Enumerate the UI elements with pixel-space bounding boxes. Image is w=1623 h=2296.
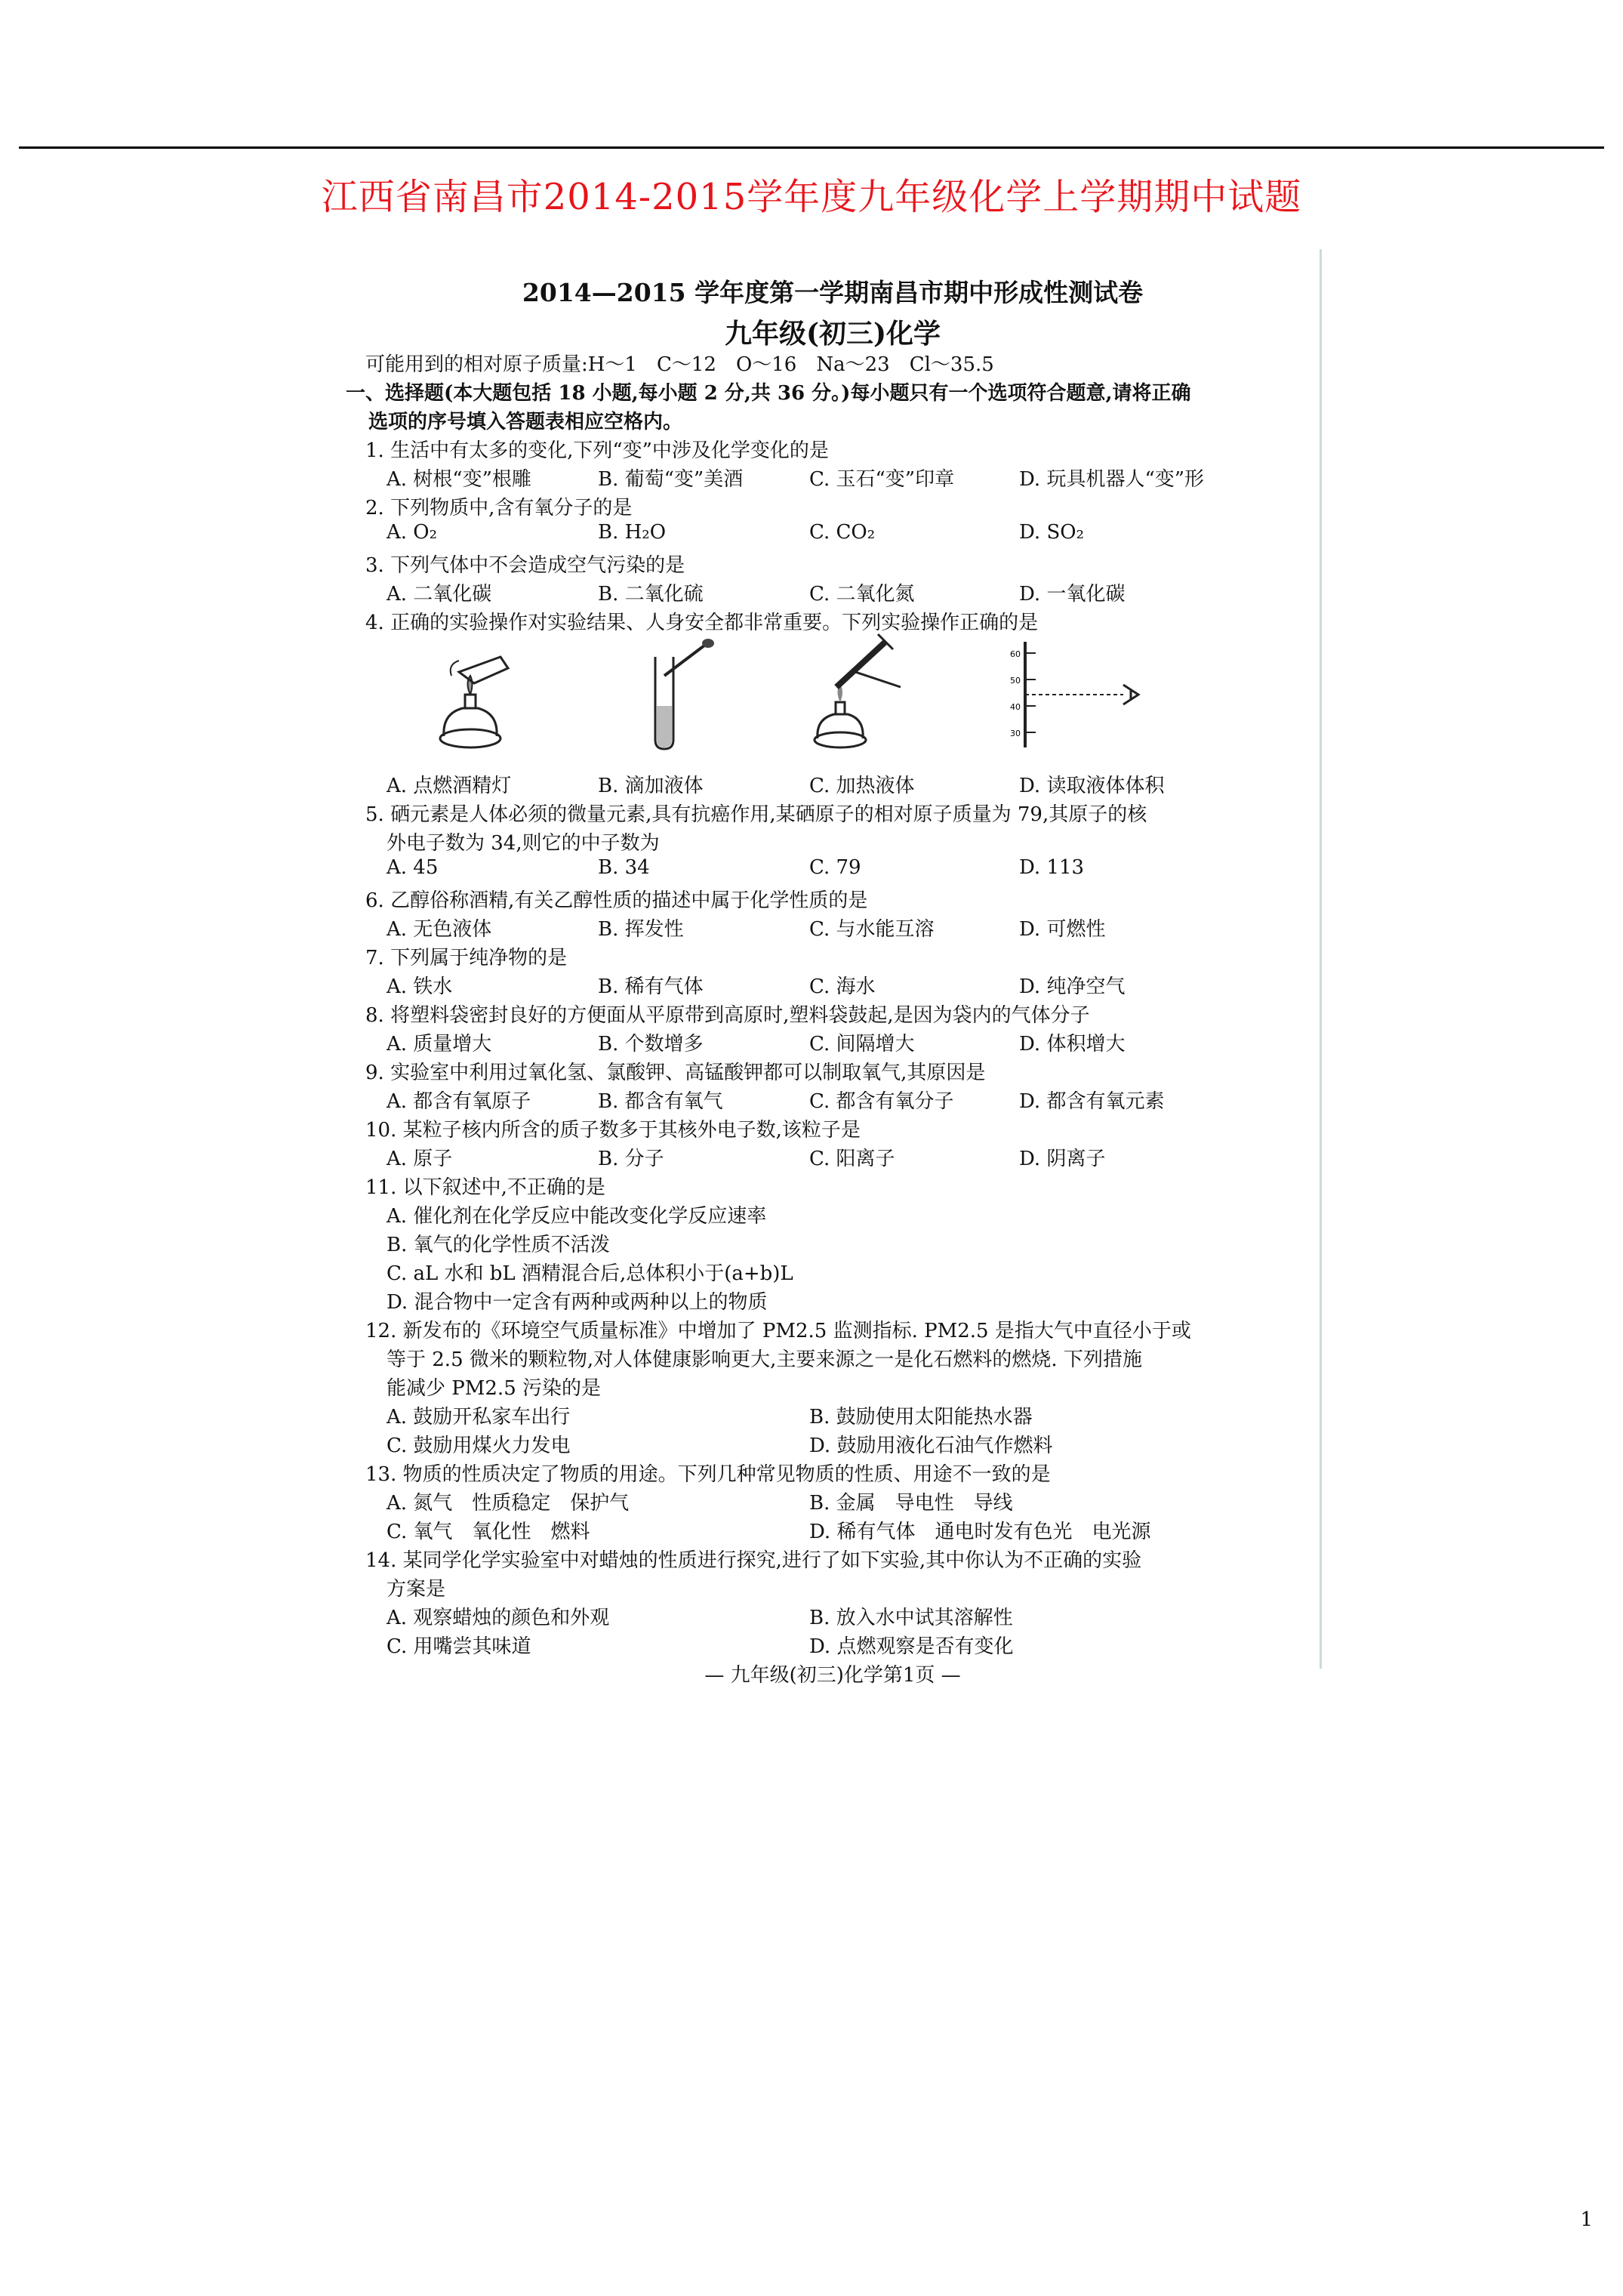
- question-2-stem: 2. 下列物质中,含有氧分子的是: [365, 497, 633, 519]
- question-5-option-a: A. 45: [387, 856, 439, 879]
- question-10-option-a: A. 原子: [387, 1148, 453, 1170]
- question-12-option-c: C. 鼓励用煤火力发电: [387, 1435, 571, 1457]
- question-7-option-b: B. 稀有气体: [598, 975, 704, 998]
- question-14-option-b: B. 放入水中试其溶解性: [809, 1607, 1013, 1629]
- question-10-option-b: B. 分子: [598, 1148, 664, 1170]
- question-11-stem: 11. 以下叙述中,不正确的是: [365, 1176, 605, 1199]
- question-12-option-a: A. 鼓励开私家车出行: [387, 1406, 571, 1428]
- question-5-option-c: C. 79: [809, 856, 861, 879]
- document-title: 江西省南昌市2014-2015学年度九年级化学上学期期中试题: [321, 176, 1302, 218]
- cylinder-tick-50: 50: [1010, 676, 1021, 686]
- question-10-option-c: C. 阳离子: [809, 1148, 895, 1170]
- question-13-option-a: A. 氮气 性质稳定 保护气: [387, 1492, 630, 1515]
- question-1-stem: 1. 生活中有太多的变化,下列“变”中涉及化学变化的是: [365, 439, 829, 462]
- question-7-option-a: A. 铁水: [387, 975, 453, 998]
- question-13-option-c: C. 氧气 氧化性 燃料: [387, 1521, 590, 1543]
- cylinder-tick-30: 30: [1010, 729, 1021, 738]
- page-number: 1: [1580, 2208, 1593, 2231]
- question-12-stem: 12. 新发布的《环境空气质量标准》中增加了 PM2.5 监测指标. PM2.5 是指大气中直径小于或: [365, 1320, 1191, 1342]
- question-6-option-a: A. 无色液体: [387, 918, 492, 941]
- question-11-option-d: D. 混合物中一定含有两种或两种以上的物质: [387, 1291, 768, 1314]
- question-5-option-d: D. 113: [1019, 856, 1085, 879]
- question-11-option-c: C. aL 水和 bL 酒精混合后,总体积小于(a+b)L: [387, 1262, 793, 1285]
- question-8-stem: 8. 将塑料袋密封良好的方便面从平原带到高原时,塑料袋鼓起,是因为袋内的气体分子: [365, 1004, 1090, 1027]
- question-11-option-a: A. 催化剂在化学反应中能改变化学反应速率: [387, 1205, 767, 1228]
- question-9-option-d: D. 都含有氧元素: [1019, 1090, 1165, 1113]
- question-12-stem-cont-1: 等于 2.5 微米的颗粒物,对人体健康影响更大,主要来源之一是化石燃料的燃烧. 下列措施: [387, 1348, 1142, 1371]
- question-8-option-b: B. 个数增多: [598, 1033, 704, 1056]
- cylinder-tick-40: 40: [1010, 702, 1021, 712]
- question-4-option-d: D. 读取液体体积: [1019, 775, 1165, 797]
- heating-liquid-figure: [810, 627, 923, 755]
- question-12-stem-cont-2: 能减少 PM2.5 污染的是: [387, 1377, 601, 1400]
- question-8-option-a: A. 质量增大: [387, 1033, 492, 1056]
- question-2-option-b: B. H₂O: [598, 521, 667, 544]
- question-7-option-c: C. 海水: [809, 975, 876, 998]
- section1-instructions-cont: 选项的序号填入答题表相应空格内。: [368, 411, 683, 433]
- question-14-stem-cont: 方案是: [387, 1578, 446, 1601]
- question-4-stem: 4. 正确的实验操作对实验结果、人身安全都非常重要。下列实验操作正确的是: [365, 612, 1039, 634]
- question-2-option-c: C. CO₂: [809, 521, 876, 544]
- exam-title: 2014—2015 学年度第一学期南昌市期中形成性测试卷: [522, 278, 1144, 307]
- question-6-option-d: D. 可燃性: [1019, 918, 1106, 941]
- question-5-option-b: B. 34: [598, 856, 650, 879]
- question-6-option-b: B. 挥发性: [598, 918, 684, 941]
- question-9-stem: 9. 实验室中利用过氧化氢、氯酸钾、高锰酸钾都可以制取氧气,其原因是: [365, 1062, 986, 1084]
- question-4-option-a: A. 点燃酒精灯: [387, 775, 512, 797]
- question-14-option-c: C. 用嘴尝其味道: [387, 1635, 531, 1658]
- question-5-stem: 5. 硒元素是人体必须的微量元素,具有抗癌作用,某硒原子的相对原子质量为 79,其原子的核: [365, 803, 1147, 826]
- cylinder-tick-60: 60: [1010, 649, 1021, 659]
- question-2-option-a: A. O₂: [387, 521, 438, 544]
- question-13-option-b: B. 金属 导电性 导线: [809, 1492, 1013, 1515]
- question-5-stem-cont: 外电子数为 34,则它的中子数为: [387, 832, 660, 855]
- question-4-option-b: B. 滴加液体: [598, 775, 704, 797]
- question-4-option-c: C. 加热液体: [809, 775, 915, 797]
- question-6-option-c: C. 与水能互溶: [809, 918, 935, 941]
- question-3-option-b: B. 二氧化硫: [598, 583, 704, 606]
- exam-page-footer: — 九年级(初三)化学第1页 —: [704, 1664, 961, 1687]
- question-12-option-d: D. 鼓励用液化石油气作燃料: [809, 1435, 1053, 1457]
- section1-instructions: 一、选择题(本大题包括 18 小题,每小题 2 分,共 36 分。)每小题只有一个选项符合题意,请将正确: [346, 382, 1191, 405]
- question-6-stem: 6. 乙醇俗称酒精,有关乙醇性质的描述中属于化学性质的是: [365, 889, 868, 912]
- question-9-option-a: A. 都含有氧原子: [387, 1090, 531, 1113]
- alcohol-lamp-lighting-figure: [429, 642, 519, 755]
- dropper-test-tube-figure: [633, 634, 723, 755]
- question-14-option-d: D. 点燃观察是否有变化: [809, 1635, 1014, 1658]
- question-3-stem: 3. 下列气体中不会造成空气污染的是: [365, 554, 685, 577]
- scanned-exam-page: [346, 249, 1320, 1687]
- question-1-option-a: A. 树根“变”根雕: [387, 468, 531, 491]
- question-11-option-b: B. 氧气的化学性质不活泼: [387, 1234, 610, 1256]
- question-9-option-b: B. 都含有氧气: [598, 1090, 723, 1113]
- question-14-option-a: A. 观察蜡烛的颜色和外观: [387, 1607, 610, 1629]
- question-9-option-c: C. 都含有氧分子: [809, 1090, 954, 1113]
- header-rule: [19, 146, 1604, 149]
- question-1-option-c: C. 玉石“变”印章: [809, 468, 955, 491]
- question-7-stem: 7. 下列属于纯净物的是: [365, 947, 568, 969]
- question-2-option-d: D. SO₂: [1019, 521, 1084, 544]
- question-10-stem: 10. 某粒子核内所含的质子数多于其核外电子数,该粒子是: [365, 1119, 861, 1142]
- question-1-option-b: B. 葡萄“变”美酒: [598, 468, 744, 491]
- exam-subtitle: 九年级(初三)化学: [724, 318, 941, 350]
- graduated-cylinder-figure: [1010, 638, 1161, 751]
- question-8-option-d: D. 体积增大: [1019, 1033, 1126, 1056]
- question-8-option-c: C. 间隔增大: [809, 1033, 915, 1056]
- atomic-masses: 可能用到的相对原子质量:H～1 C～12 O～16 Na～23 Cl～35.5: [365, 353, 994, 376]
- question-10-option-d: D. 阴离子: [1019, 1148, 1106, 1170]
- question-14-stem: 14. 某同学化学实验室中对蜡烛的性质进行探究,进行了如下实验,其中你认为不正确的实验: [365, 1549, 1142, 1572]
- question-7-option-d: D. 纯净空气: [1019, 975, 1126, 998]
- question-3-option-a: A. 二氧化碳: [387, 583, 492, 606]
- question-3-option-d: D. 一氧化碳: [1019, 583, 1126, 606]
- question-1-option-d: D. 玩具机器人“变”形: [1019, 468, 1205, 491]
- scan-edge-line: [1320, 249, 1322, 1669]
- question-12-option-b: B. 鼓励使用太阳能热水器: [809, 1406, 1033, 1428]
- question-3-option-c: C. 二氧化氮: [809, 583, 915, 606]
- question-13-stem: 13. 物质的性质决定了物质的用途。下列几种常见物质的性质、用途不一致的是: [365, 1463, 1051, 1486]
- question-13-option-d: D. 稀有气体 通电时发有色光 电光源: [809, 1521, 1151, 1543]
